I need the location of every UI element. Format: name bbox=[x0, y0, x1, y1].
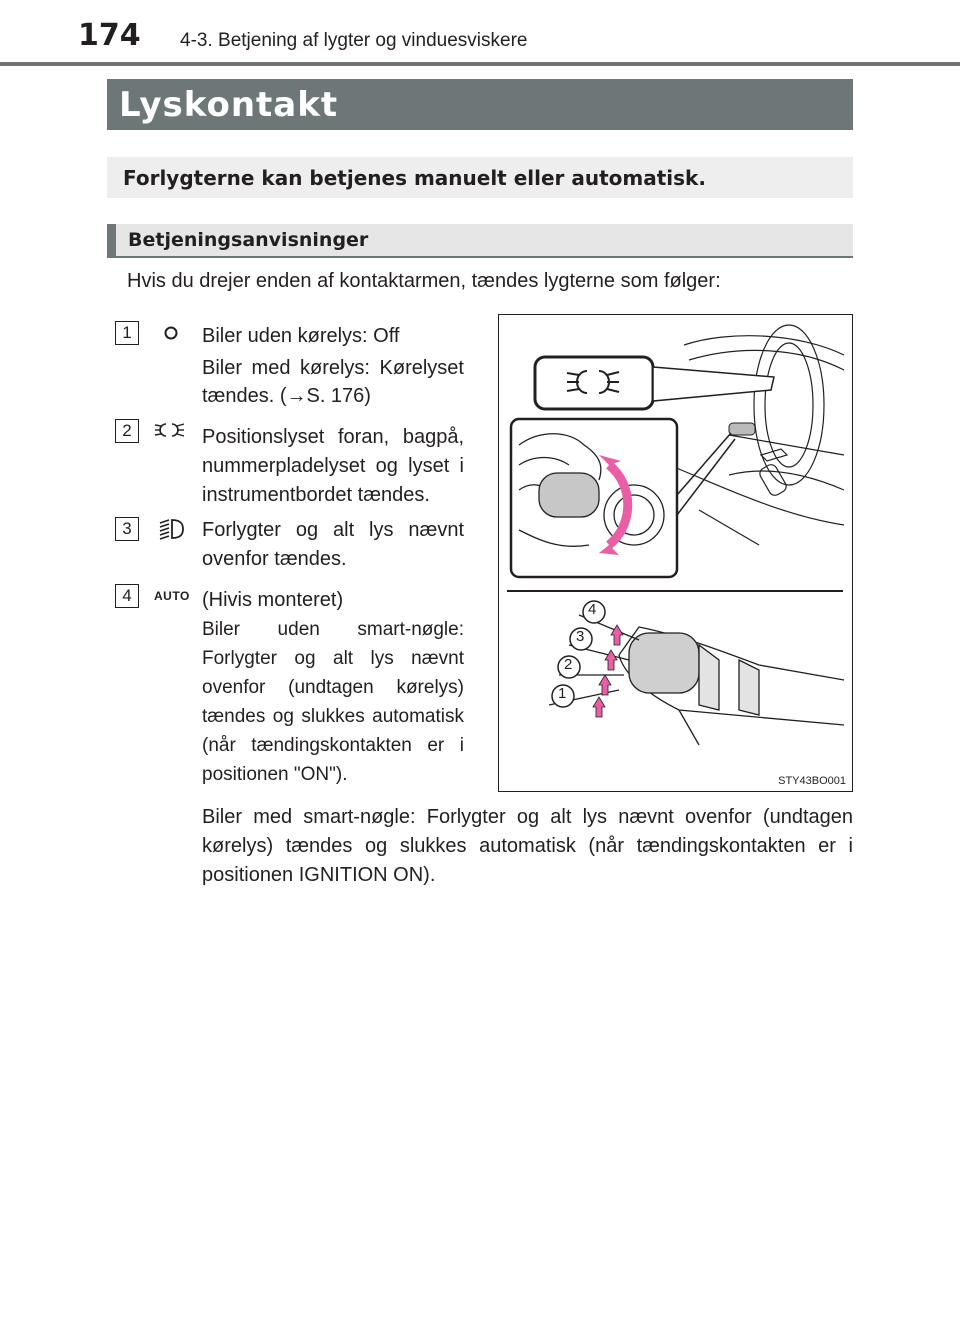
item-number-2: 2 bbox=[115, 419, 139, 443]
item-4-text bbox=[202, 586, 464, 789]
callout-1: 1 bbox=[558, 685, 567, 702]
item-number-1: 1 bbox=[115, 321, 139, 345]
light-switch-illustration bbox=[499, 315, 851, 790]
section-header: 4-3. Betjening af lygter og vinduesviskere bbox=[180, 30, 528, 51]
figure-code: STY43BO001 bbox=[778, 775, 846, 787]
page-number: 174 bbox=[78, 18, 141, 53]
item-number-4: 4 bbox=[115, 584, 139, 608]
page-title: Lyskontakt bbox=[119, 85, 339, 125]
headlight-icon bbox=[157, 516, 187, 547]
item-3-line-1: Forlygter og alt lys nævnt ovenfor tændes. bbox=[202, 519, 464, 570]
item-1-text bbox=[202, 322, 464, 410]
item-number-3: 3 bbox=[115, 517, 139, 541]
section-heading-box bbox=[107, 224, 853, 258]
off-circle-icon bbox=[163, 325, 179, 346]
header-rule bbox=[0, 62, 960, 66]
intro-box bbox=[107, 157, 853, 198]
position-light-icon bbox=[152, 420, 188, 445]
callout-4: 4 bbox=[588, 601, 597, 618]
callout-2: 2 bbox=[564, 656, 573, 673]
item-1-line-2: Biler med kørelys: Kørelyset tændes. (→S. 176) bbox=[202, 357, 464, 407]
auto-icon: AUTO bbox=[154, 589, 190, 603]
title-bar bbox=[107, 79, 853, 130]
bottom-text: Biler med smart-nøgle: Forlygter og alt lys nævnt ovenfor (undtagen kørelys) tændes og slukkes automatisk (når tændingskontakten er i positionen IGNITION ON). bbox=[202, 806, 853, 886]
item-2-text bbox=[202, 423, 464, 510]
item-3-text bbox=[202, 516, 464, 574]
light-switch-figure bbox=[498, 314, 853, 792]
section-heading: Betjeningsanvisninger bbox=[128, 229, 369, 251]
intro-text: Forlygterne kan betjenes manuelt eller automatisk. bbox=[123, 166, 706, 190]
item-1-line-1: Biler uden kørelys: Off bbox=[202, 325, 400, 347]
callout-3: 3 bbox=[576, 628, 585, 645]
item-4-line-1: (Hivis monteret) bbox=[202, 589, 344, 611]
item-2-line-1: Positionslyset foran, bagpå, nummerpladelyset og lyset i instrumentbordet tændes. bbox=[202, 426, 464, 506]
lead-text: Hvis du drejer enden af kontaktarmen, tændes lygterne som følger: bbox=[127, 270, 721, 292]
item-4-line-2: Biler uden smart-nøgle: Forlygter og alt lys nævnt ovenfor (undtagen kørelys) tændes og slukkes automatisk (når tændingskontakten er i positionen "ON"). bbox=[202, 619, 464, 785]
